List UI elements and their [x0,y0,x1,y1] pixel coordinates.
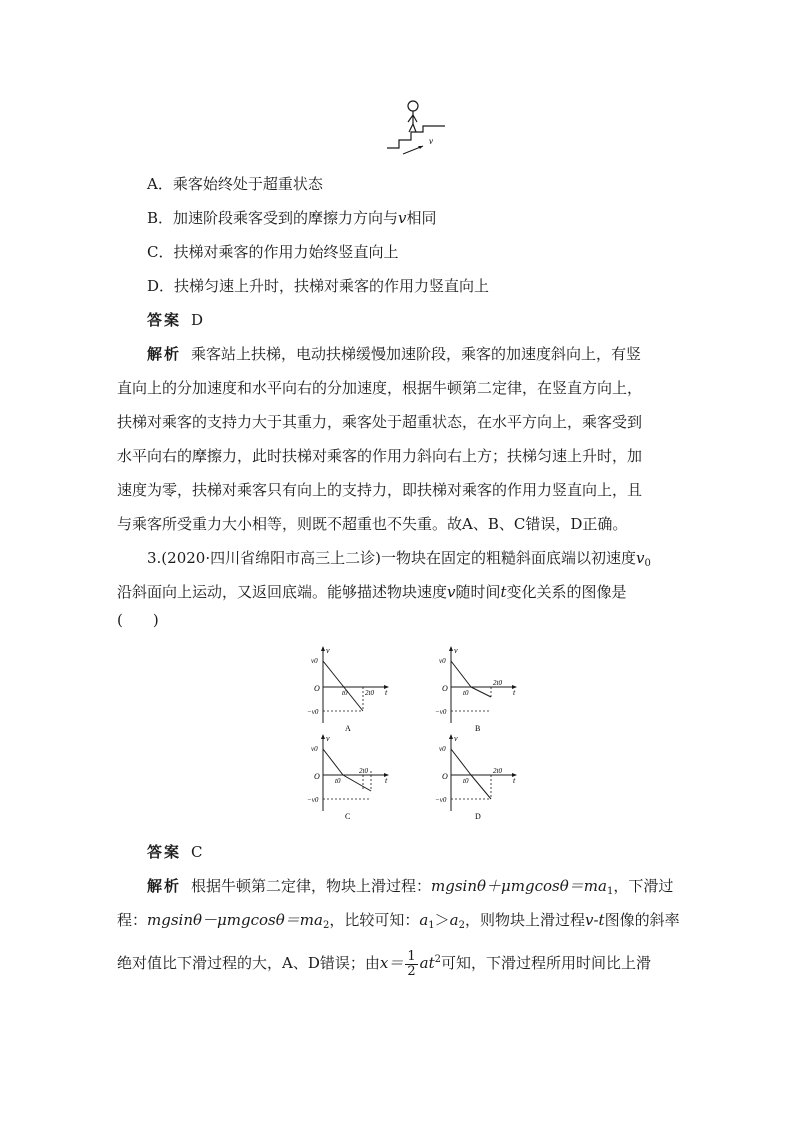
two-t0-label: 2t0 [493,679,502,687]
analysis-2-line-1: 解析 根据牛顿第二定律，物块上滑过程：$mgsin\theta+\mu mgcos\theta=ma_1$，下滑过 [147,877,674,897]
axis-t: t [513,776,516,785]
escalator-figure [383,98,453,160]
v0-label: v0 [439,657,446,665]
two-t0-label: 2t0 [493,767,502,775]
analysis-1-line-3: 扶梯对乘客的支持力大于其重力，乘客处于超重状态，在水平方向上，乘客受到 [117,413,643,431]
graph-b [433,645,523,735]
v0-label: v0 [311,657,318,665]
question-3-line-2: 沿斜面向上运动，又返回底端。能够描述物块速度v随时间t变化关系的图像是 [117,583,627,601]
option-c: C．扶梯对乘客的作用力始终竖直向上 [147,243,399,261]
graph-label: B [475,724,481,733]
two-t0-label: 2t0 [359,767,368,775]
axis-v: v [454,646,458,655]
v0-label: v0 [439,745,446,753]
axis-t: t [385,688,388,697]
neg-v0-label: −v0 [435,796,447,804]
analysis-2-line-3: 绝对值比下滑过程的大，A、D错误；由x＝ $\frac{1}{2}$ $at^2$可知，下滑过程所用时间比上滑 [117,948,651,979]
graph-label: C [345,812,351,821]
neg-v0-label: −v0 [435,708,447,716]
option-a: A．乘客始终处于超重状态 [147,175,323,193]
analysis-1-line-4: 水平向右的摩擦力，此时扶梯对乘客的作用力斜向右上方；扶梯匀速上升时，加 [117,447,643,465]
axis-t: t [513,688,516,697]
neg-v0-label: −v0 [307,796,319,804]
two-t0-label: 2t0 [365,689,374,697]
answer-2: 答案 C [147,843,203,861]
option-d: D．扶梯匀速上升时，扶梯对乘客的作用力竖直向上 [147,277,490,295]
t0-label: t0 [335,777,341,785]
t0-label: t0 [342,689,348,697]
axis-v: v [326,734,330,743]
analysis-1-line-2: 直向上的分加速度和水平向右的分加速度，根据牛顿第二定律，在竖直方向上， [117,379,643,397]
analysis-2-line-2: 程：$mgsin\theta-\mu mgcos\theta=ma_2$，比较可知：$a_1>a_2$，则物块上滑过程v-t图像的斜率 [117,911,680,931]
neg-v0-label: −v0 [307,708,319,716]
analysis-1-line-6: 与乘客所受重力大小相等，则既不超重也不失重。故A、B、C错误，D正确。 [117,515,628,533]
axis-t: t [385,776,388,785]
graph-a [305,645,395,735]
question-3-line-1: 3.(2020·四川省绵阳市高三上二诊)一物块在固定的粗糙斜面底端以初速度$v_0$ [147,549,651,569]
origin-label: O [314,772,320,781]
question-3-answer-blank: ( ) [117,611,159,629]
v0-label: v0 [311,745,318,753]
origin-label: O [442,684,448,693]
origin-label: O [314,684,320,693]
velocity-label: v [429,136,433,146]
t0-label: t0 [463,689,469,697]
origin-label: O [442,772,448,781]
axis-v: v [454,734,458,743]
fraction-one-half: $\frac{1}{2}$ [407,948,416,979]
graph-d [433,733,523,823]
graph-label: D [475,812,481,821]
t0-label: t0 [463,777,469,785]
graph-label: A [345,724,351,733]
graph-c [305,733,395,823]
axis-v: v [326,646,330,655]
answer-1: 答案 D [147,311,204,329]
analysis-1-line-5: 速度为零，扶梯对乘客只有向上的支持力，即扶梯对乘客的作用力竖直向上，且 [117,481,643,499]
analysis-1-line-1: 解析 乘客站上扶梯，电动扶梯缓慢加速阶段，乘客的加速度斜向上，有竖 [147,345,642,363]
option-b: B．加速阶段乘客受到的摩擦力方向与v相同 [147,209,437,227]
